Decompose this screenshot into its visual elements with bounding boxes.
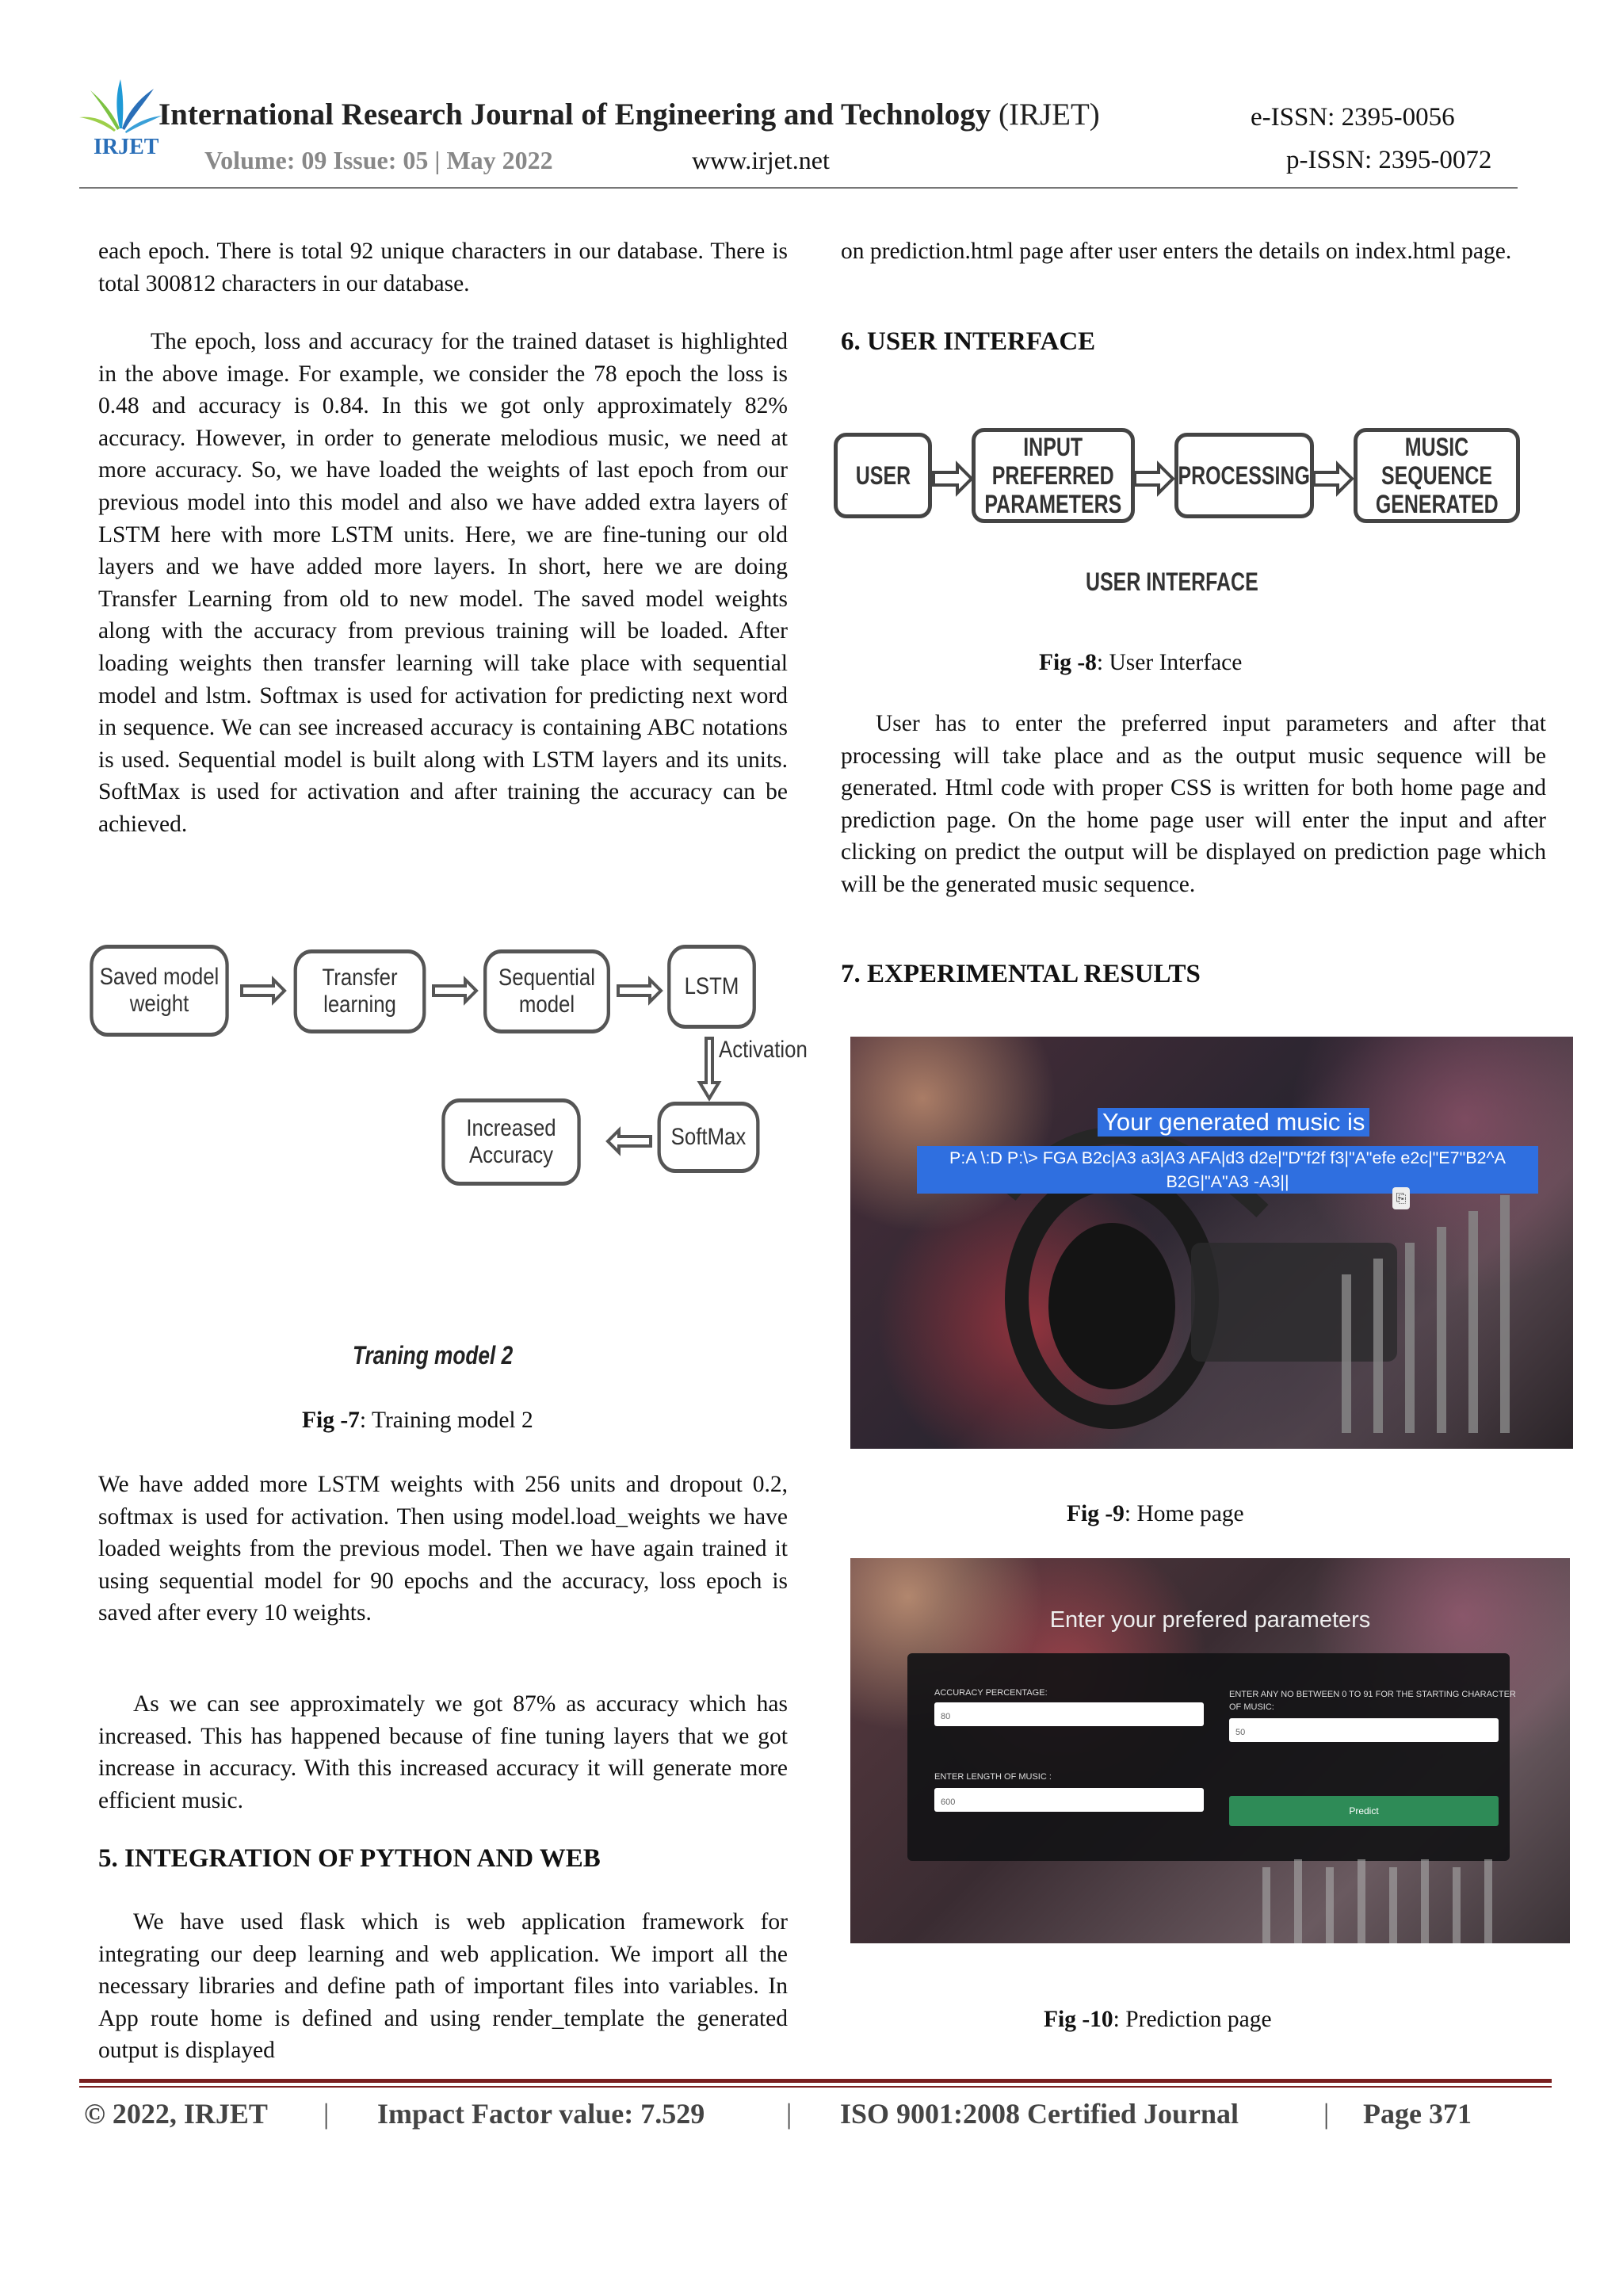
arrow-lstm-softmax (700, 1038, 719, 1098)
headphones-icon (850, 1037, 1573, 1449)
fig8-caption-label: Fig -8 (1039, 650, 1097, 675)
right-paragraph-1: on prediction.html page after user enters the details on index.html page. (841, 239, 1512, 264)
fig9-screenshot (850, 1037, 1573, 1449)
footer-sep-3: | (1323, 2098, 1330, 2130)
fig10-caption-label: Fig -10 (1044, 2007, 1113, 2032)
fig9-heading: Your generated music is (1098, 1108, 1369, 1137)
fig7-caption (302, 1408, 533, 1434)
fig9-music-line-1: P:A \:D P:\> FGA B2c|A3 a3|A3 AFA|d3 d2e|"D"f2f f3|"A"efe e2c|"E7"B2^A (949, 1148, 1506, 1167)
fig9-music-line-2: B2G|"A"A3 -A3|| (1166, 1172, 1289, 1191)
fig10-caption (1044, 2007, 1272, 2033)
length-label: ENTER LENGTH OF MUSIC : (934, 1772, 1052, 1782)
footer-rule-thick (79, 2079, 1552, 2083)
node-input-preferred-parameters: INPUT PREFERRED PARAMETERS (972, 428, 1135, 523)
predict-button[interactable]: Predict (1229, 1796, 1499, 1826)
logo-text: IRJET (94, 135, 159, 159)
node-increased-accuracy: Increased Accuracy (441, 1098, 580, 1186)
node-transfer-learning: Transfer learning (294, 949, 426, 1033)
footer-iso: ISO 9001:2008 Certified Journal (840, 2098, 1239, 2130)
arrow-saved-transfer (242, 980, 285, 1002)
pissn: p-ISSN: 2395-0072 (1286, 146, 1492, 174)
volume-issue: Volume: 09 Issue: 05 | May 2022 (204, 146, 553, 174)
fig10-heading: Enter your prefered parameters (1049, 1607, 1371, 1633)
fig7-caption-label: Fig -7 (302, 1408, 360, 1433)
footer-sep-2: | (786, 2098, 792, 2130)
accuracy-input[interactable]: 80 (934, 1702, 1204, 1726)
section-5-heading: 5. INTEGRATION OF PYTHON AND WEB (98, 1844, 601, 1873)
journal-logo (76, 74, 163, 162)
length-input[interactable]: 600 (934, 1788, 1204, 1812)
section-6-heading: 6. USER INTERFACE (841, 327, 1096, 356)
journal-title (158, 97, 1100, 132)
edge-label-activation: Activation (719, 1037, 808, 1063)
left-paragraph-5: We have used flask which is web application framework for integrating our deep learning and web application. We import all the necessary libraries and define path of important files into variables. In App route home is defined and using render_template the generated output is displayed (98, 1909, 788, 2064)
arrow-sequential-lstm (618, 980, 661, 1002)
fig8-inner-caption: USER INTERFACE (1086, 567, 1258, 596)
eissn: e-ISSN: 2395-0056 (1251, 103, 1455, 132)
right-paragraph-2: User has to enter the preferred input parameters and after that processing will take place and as the output music sequence will be generated. Html code with proper CSS is written for both home page and prediction page. On the home page user will enter the input and after clicking on predict the output will be displayed on prediction page which will be the generated music sequence. (841, 711, 1546, 897)
footer-impact-factor: Impact Factor value: 7.529 (377, 2098, 705, 2130)
mixer-faders-icon (850, 1859, 1570, 1943)
fig9-caption-label: Fig -9 (1067, 1501, 1125, 1526)
journal-name: International Research Journal of Engineering and Technology (158, 97, 991, 132)
fig8-caption-text: : User Interface (1096, 650, 1243, 675)
fig8-diagram (832, 426, 1522, 617)
journal-abbr: (IRJET) (998, 97, 1100, 132)
accuracy-label: ACCURACY PERCENTAGE: (934, 1688, 1048, 1698)
left-paragraph-2: The epoch, loss and accuracy for the trained dataset is highlighted in the above image. For example, we consider the 78 epoch the loss is 0.48 and accuracy is 0.84. In this we got only approximately 82% accuracy. However, in order to generate melodious music, we need at more accuracy. So, we have loaded the weights of last epoch from our previous model into this model and also we have added extra layers of LSTM here with more LSTM units. Here, we are fine-tuning our old layers and we have added more layers. In short, here we are doing Transfer Learning from old to new model. The saved model weights along with the accuracy from previous training will be loaded. After loading weights then transfer learning will take place with sequential model and lstm. Softmax is used for activation for predicting next word in sequence. We can see increased accuracy is containing ABC notations is used. Sequential model is built along with LSTM layers and its units. SoftMax is used for activation and after training the accuracy can be achieved. (98, 329, 788, 837)
node-processing: PROCESSING (1174, 433, 1314, 518)
fig7-inner-caption: Traning model 2 (353, 1341, 514, 1370)
node-sequential-model: Sequential model (483, 949, 610, 1033)
parameters-form (907, 1653, 1516, 1861)
fig8-caption (1039, 650, 1242, 676)
footer-rule-thin (79, 2086, 1552, 2088)
fig7-caption-text: : Training model 2 (359, 1408, 533, 1433)
fig9-caption-text: : Home page (1124, 1501, 1244, 1526)
fig10-screenshot (850, 1558, 1570, 1943)
footer-sep-1: | (323, 2098, 330, 2130)
node-saved-model-weight: Saved model weight (90, 945, 228, 1037)
left-paragraph-3: We have added more LSTM weights with 256 units and dropout 0.2, softmax is used for activation. Then using model.load_weights we have loaded weights from the previous model. Then we have again trained it using sequential model for 90 epochs and the accuracy, loss epoch is saved after every 10 weights. (98, 1472, 788, 1626)
header-divider (79, 187, 1518, 189)
website: www.irjet.net (692, 146, 830, 174)
arrow-user-input (934, 464, 972, 493)
left-paragraph-4: As we can see approximately we got 87% as accuracy which has increased. This has happened because of fine tuning layers that we got increase in accuracy. With this increased accuracy it will generate more efficient music. (98, 1691, 788, 1813)
copy-button[interactable]: ⎘ (1392, 1187, 1410, 1209)
footer-copyright: © 2022, IRJET (84, 2098, 268, 2130)
node-lstm: LSTM (667, 945, 756, 1029)
node-softmax: SoftMax (658, 1102, 760, 1173)
fig9-caption (1067, 1501, 1244, 1527)
arrow-softmax-increased (608, 1130, 651, 1152)
fig7-diagram (75, 935, 808, 1379)
fig10-caption-text: : Prediction page (1113, 2007, 1272, 2032)
arrow-input-processing (1135, 464, 1173, 493)
node-music-sequence-generated: MUSIC SEQUENCE GENERATED (1354, 428, 1520, 523)
arrow-processing-music (1314, 464, 1352, 493)
start-char-label: ENTER ANY NO BETWEEN 0 TO 91 FOR THE STARTING CHARACTER OF MUSIC: (1229, 1690, 1516, 1712)
left-paragraph-1: each epoch. There is total 92 unique characters in our database. There is total 300812 characters in our database. (98, 239, 788, 296)
start-char-input[interactable]: 50 (1229, 1718, 1499, 1742)
node-user: USER (834, 433, 932, 518)
section-7-heading: 7. EXPERIMENTAL RESULTS (841, 960, 1201, 988)
footer-page-number: Page 371 (1363, 2098, 1472, 2130)
arrow-transfer-sequential (433, 980, 476, 1002)
fig9-generated-music (917, 1146, 1538, 1194)
